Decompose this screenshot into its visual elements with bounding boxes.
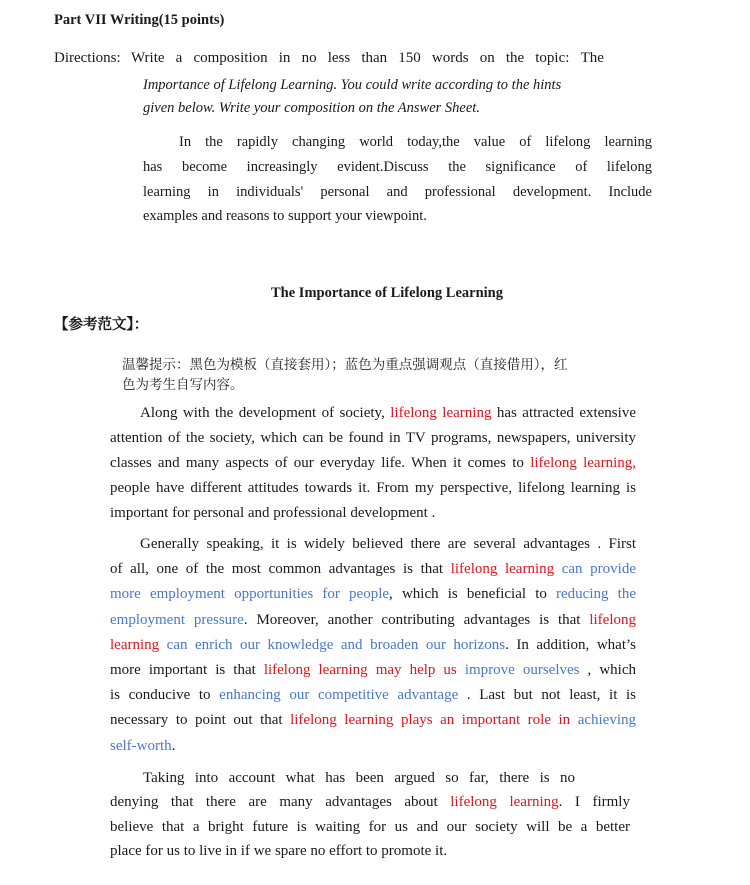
template-text: . Last but not least, it is <box>458 687 636 704</box>
template-text: . Moreover, another contributing advantages is that <box>243 611 590 628</box>
template-text: , which is beneficial to <box>389 586 557 603</box>
template-text: more important is that <box>110 662 264 678</box>
template-text: , which <box>579 662 636 678</box>
directions-word: Write <box>131 50 165 66</box>
essay-line <box>140 536 636 556</box>
prompt-line: has become increasingly evident.Discuss the significance of lifelong <box>143 159 652 175</box>
directions-word: than <box>361 50 388 66</box>
directions-word: in <box>278 50 291 66</box>
key-point-text: achieving <box>570 712 636 729</box>
key-point-text: reducing the <box>556 586 636 603</box>
essay-line <box>143 770 575 790</box>
key-point-text: more employment opportunities for people <box>110 586 390 603</box>
template-text: attention of the society, which can be found in TV programs, newspapers, university <box>110 430 636 446</box>
essay-line <box>110 794 630 814</box>
template-text: place for us to live in if we spare no effort to promote it. <box>110 842 448 859</box>
template-text: important for personal and professional development . <box>110 505 436 521</box>
student-written-text: lifelong learning <box>390 405 492 421</box>
reference-label: 【参考范文】： <box>54 317 149 333</box>
directions-word: 150 <box>398 50 421 66</box>
directions-lead-line <box>131 50 604 67</box>
template-text: denying that there are many advantages about <box>110 794 451 811</box>
directions-line: Importance of Lifelong Learning. You could write according to the hints <box>143 77 562 93</box>
student-written-text: lifelong learning, <box>530 455 636 471</box>
student-written-text: learning <box>110 636 160 653</box>
student-written-text: lifelong learning <box>450 794 559 811</box>
directions-line: given below. Write your composition on the Answer Sheet. <box>143 100 480 116</box>
template-text: people have different attitudes towards it. From my perspective, lifelong learning is <box>110 480 636 496</box>
template-text: has attracted extensive <box>491 405 636 421</box>
essay-line <box>110 738 175 755</box>
essay-line <box>110 586 636 606</box>
essay-line <box>110 430 636 450</box>
tip-line: 色为考生自写内容。 <box>122 377 244 393</box>
student-written-text: lifelong learning may help us <box>263 662 457 678</box>
template-text: of all, one of the most common advantages is that <box>110 561 451 578</box>
directions-word: topic: <box>535 50 570 66</box>
key-point-text: can provide <box>554 561 636 578</box>
essay-line <box>110 561 636 581</box>
essay-line <box>110 637 636 657</box>
prompt-line: learning in individuals' personal and professional development. Include <box>143 184 652 200</box>
template-text: Generally speaking, it is widely believed there are several advantages . First <box>140 536 636 552</box>
directions-word: less <box>327 50 351 66</box>
key-point-text: self-worth <box>110 737 172 754</box>
key-point-text: can enrich our knowledge and broaden our horizons <box>159 636 506 653</box>
template-text: classes and many aspects of our everyday life. When it comes to <box>110 455 531 471</box>
student-written-text: lifelong learning <box>450 561 555 578</box>
essay-line <box>110 687 636 707</box>
essay-title: The Importance of Lifelong Learning <box>271 285 503 301</box>
student-written-text: lifelong learning plays an important role in <box>290 712 571 729</box>
directions-word: words <box>431 50 469 66</box>
prompt-line: In the rapidly changing world today,the value of lifelong learning <box>179 134 652 150</box>
essay-line <box>110 712 636 732</box>
directions-word: composition <box>193 50 268 66</box>
essay-line <box>110 455 636 475</box>
essay-line <box>110 505 435 522</box>
essay-line <box>110 819 630 839</box>
directions-label: Directions: <box>54 50 121 66</box>
directions-word: no <box>301 50 317 66</box>
essay-line <box>110 843 447 860</box>
tip-line: 温馨提示：黑色为模板（直接套用）；蓝色为重点强调观点（直接借用），红 <box>122 357 568 373</box>
key-point-text: improve ourselves <box>456 662 580 678</box>
directions-word: a <box>175 50 183 66</box>
directions-word: The <box>580 50 604 66</box>
prompt-line: examples and reasons to support your viewpoint. <box>143 208 427 224</box>
key-point-text: enhancing our competitive advantage <box>219 687 459 704</box>
directions-word: on <box>479 50 495 66</box>
part-heading: Part VII Writing(15 points) <box>54 12 225 28</box>
essay-line <box>110 480 636 500</box>
essay-line <box>110 612 636 632</box>
template-text: . <box>171 737 176 754</box>
student-written-text: lifelong <box>589 611 636 628</box>
directions-word: the <box>505 50 525 66</box>
template-text: . In addition, what’s <box>505 636 636 653</box>
template-text: is conducive to <box>110 687 220 704</box>
template-text: believe that a bright future is waiting for us and our society will be a better <box>110 818 630 835</box>
template-text: Taking into account what has been argued so far, there is no <box>143 770 575 786</box>
template-text: Along with the development of society, <box>140 405 391 421</box>
template-text: . I firmly <box>558 794 630 811</box>
key-point-text: employment pressure <box>110 611 244 628</box>
template-text: necessary to point out that <box>110 712 291 729</box>
essay-line <box>140 405 636 425</box>
essay-line <box>110 662 636 682</box>
